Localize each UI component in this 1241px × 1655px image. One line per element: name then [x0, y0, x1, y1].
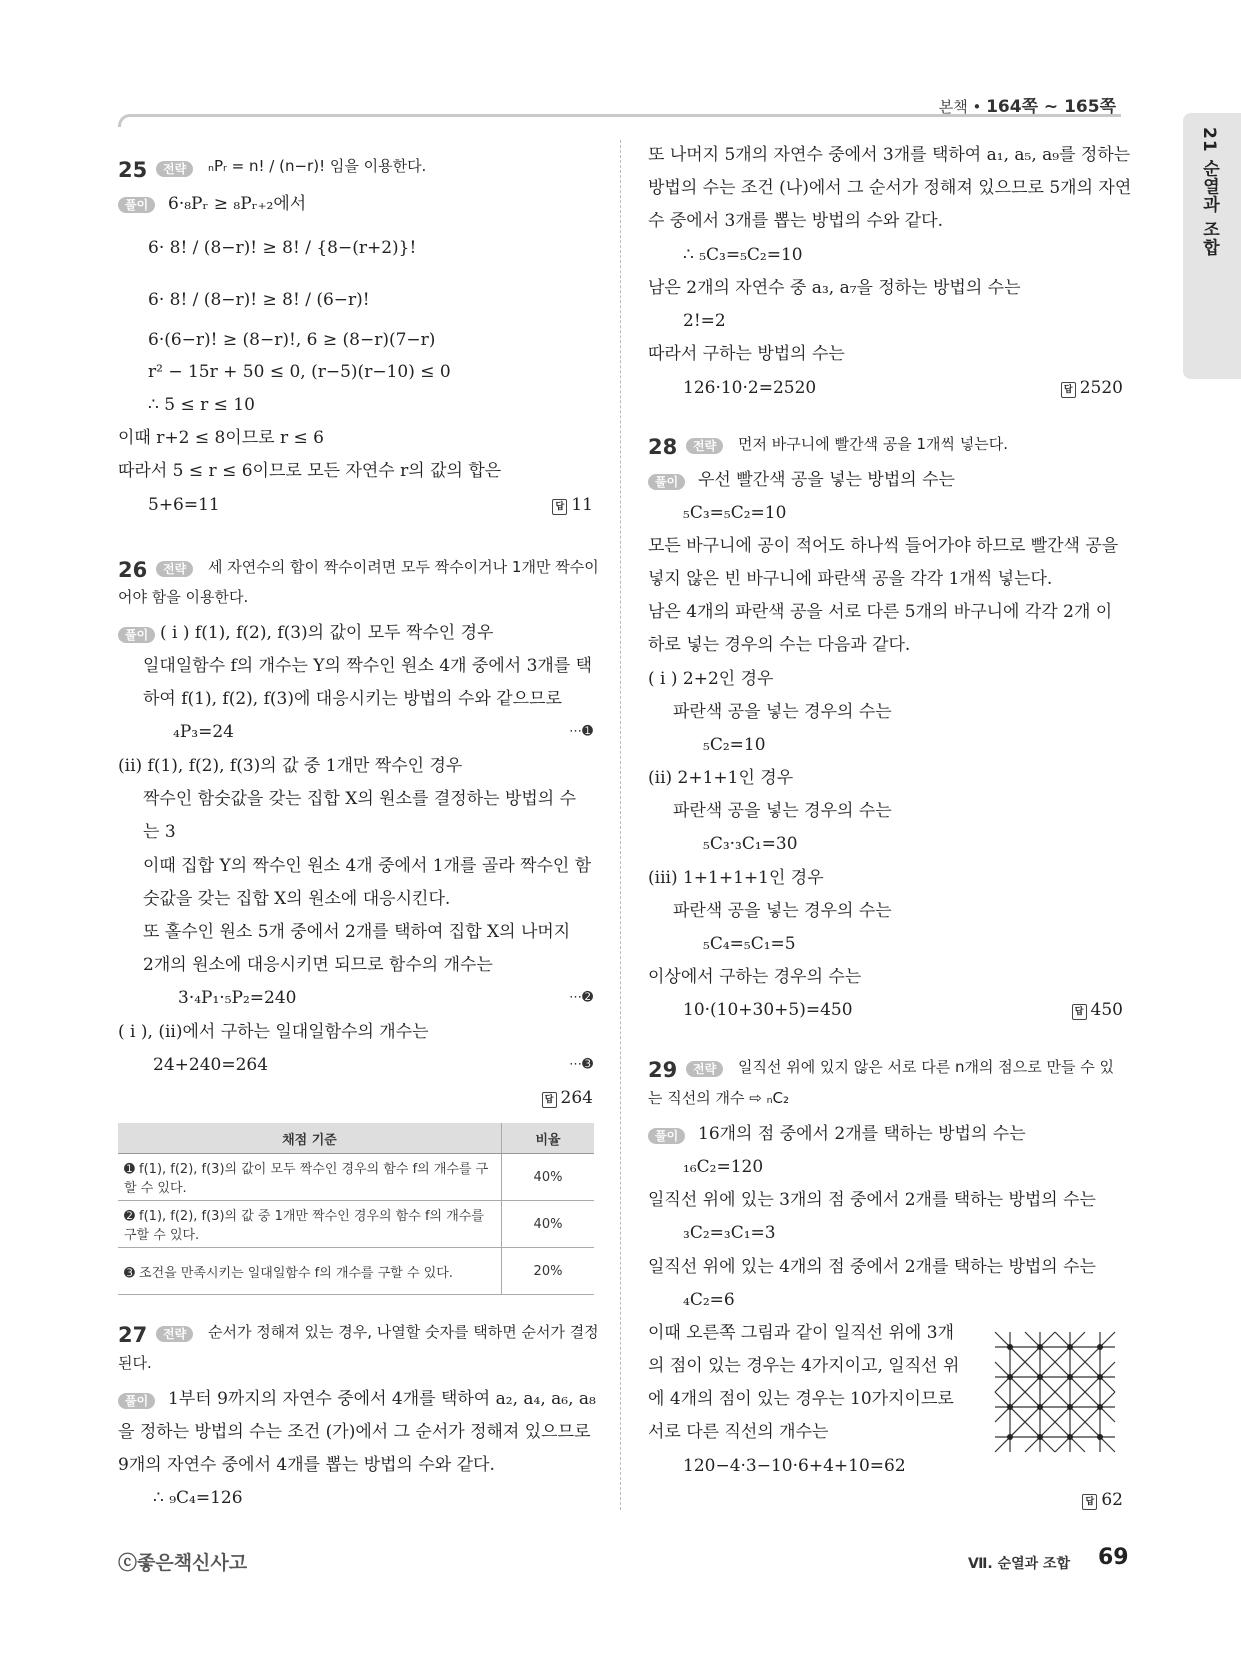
text-line: ₁₆C₂=120	[683, 1157, 764, 1177]
text-line: ∴ ₉C₄=126	[153, 1488, 243, 1508]
text-line: 16개의 점 중에서 2개를 택하는 방법의 수는	[698, 1124, 1026, 1144]
grading-header-ratio: 비율	[502, 1123, 595, 1154]
text-line: 또 홀수인 원소 5개 중에서 2개를 택하여 집합 X의 나머지	[143, 922, 571, 942]
section-tag: 전략	[156, 561, 193, 577]
text-line: ₄P₃=24	[173, 722, 234, 742]
text-line: ₅C₄=₅C₁=5	[703, 934, 796, 954]
problem-number: 29	[648, 1058, 678, 1082]
step-marker: ⋯➊	[569, 724, 593, 739]
answer-value: 450	[1090, 1000, 1123, 1020]
problem-number: 26	[118, 558, 148, 582]
answer-value: 62	[1101, 1490, 1123, 1510]
tag-wrapper	[118, 196, 155, 216]
text-line: 따라서 5 ≤ r ≤ 6이므로 모든 자연수 r의 값의 합은	[118, 461, 502, 481]
text-line: 는 3	[143, 822, 176, 842]
text-line: 숫값을 갖는 집합 X의 원소에 대응시킨다.	[143, 889, 451, 909]
answer-icon: 답	[542, 1092, 557, 1108]
text-line: 또 나머지 5개의 자연수 중에서 3개를 택하여 a₁, a₅, a₉를 정하는	[648, 145, 1131, 165]
problem-number: 25	[118, 158, 148, 182]
page-reference: 본책 • 164쪽 ~ 165쪽	[938, 97, 1116, 117]
text-line: ₄C₂=6	[683, 1290, 735, 1310]
text-line: 방법의 수는 조건 (나)에서 그 순서가 정해져 있으므로 5개의 자연	[648, 178, 1132, 198]
tag-wrapper	[648, 473, 685, 493]
text-line: 10·(10+30+5)=450	[683, 1000, 853, 1020]
text-line: 이때 r+2 ≤ 8이므로 r ≤ 6	[118, 428, 324, 448]
text-line: 수 중에서 3개를 뽑는 방법의 수와 같다.	[648, 211, 943, 231]
text-line: 의 점이 있는 경우는 4가지이고, 일직선 위	[648, 1356, 960, 1376]
answer-icon: 답	[1072, 1004, 1087, 1020]
text-line: 세 자연수의 합이 짝수이려면 모두 짝수이거나 1개만 짝수이	[208, 558, 599, 576]
right-column	[648, 0, 1132, 1540]
text-line: 에 4개의 점이 있는 경우는 10가지이므로	[648, 1389, 954, 1409]
text-line: 이때 집합 Y의 짝수인 원소 4개 중에서 1개를 골라 짝수인 함	[143, 856, 592, 876]
text-line: ∴ ₅C₃=₅C₂=10	[683, 245, 803, 265]
grid-points-figure	[985, 1322, 1125, 1462]
text-line: 하로 넣는 경우의 수는 다음과 같다.	[648, 635, 911, 655]
text-line: 따라서 구하는 방법의 수는	[648, 344, 845, 364]
tag-wrapper	[156, 560, 193, 580]
text-line: (ii) f(1), f(2), f(3)의 값 중 1개만 짝수인 경우	[118, 756, 463, 776]
section-tag: 풀이	[118, 627, 155, 643]
text-line: 일직선 위에 있는 3개의 점 중에서 2개를 택하는 방법의 수는	[648, 1190, 1096, 1210]
answer-box	[1061, 378, 1123, 398]
section-tag: 풀이	[648, 474, 685, 490]
chapter-side-tab: 21 순열과 조합	[1183, 113, 1241, 379]
text-line: 모든 바구니에 공이 적어도 하나씩 들어가야 하므로 빨간색 공을	[648, 536, 1119, 556]
column-divider	[620, 140, 621, 1510]
section-tag: 전략	[156, 1326, 193, 1342]
text-line: ( i ), (ii)에서 구하는 일대일함수의 개수는	[118, 1022, 429, 1042]
text-line: 파란색 공을 넣는 경우의 수는	[673, 702, 892, 722]
tag-wrapper	[686, 437, 723, 457]
section-tag: 풀이	[118, 197, 155, 213]
answer-value: 2520	[1079, 378, 1123, 398]
text-line: 이상에서 구하는 경우의 수는	[648, 967, 862, 987]
step-marker: ⋯➌	[569, 1057, 593, 1072]
text-line: ( i ) f(1), f(2), f(3)의 값이 모두 짝수인 경우	[160, 623, 494, 643]
table-row	[118, 1248, 594, 1295]
table-row	[118, 1154, 594, 1201]
text-line: 짝수인 함숫값을 갖는 집합 X의 원소를 결정하는 방법의 수	[143, 789, 577, 809]
text-line: ₅C₃·₃C₁=30	[703, 834, 798, 854]
text-line: 일대일함수 f의 개수는 Y의 짝수인 원소 4개 중에서 3개를 택	[143, 656, 593, 676]
text-line: 일직선 위에 있지 않은 서로 다른 n개의 점으로 만들 수 있	[738, 1058, 1114, 1076]
problem-number: 27	[118, 1323, 148, 1347]
answer-icon: 답	[1082, 1494, 1097, 1510]
answer-value: 264	[560, 1088, 593, 1108]
answer-box	[1082, 1490, 1123, 1510]
text-line: 파란색 공을 넣는 경우의 수는	[673, 901, 892, 921]
text-line: 일직선 위에 있는 4개의 점 중에서 2개를 택하는 방법의 수는	[648, 1257, 1096, 1277]
criteria-cell: ➋ f(1), f(2), f(3)의 값 중 1개만 짝수인 경우의 함수 f의 개수를 구할 수 있다.	[118, 1201, 502, 1248]
text-line: 6·₈Pᵣ ≥ ₈Pᵣ₊₂에서	[168, 194, 307, 214]
text-line: 는 직선의 개수 ⇨ ₙC₂	[648, 1089, 790, 1107]
tag-wrapper	[686, 1060, 723, 1080]
text-line: 이때 오른쪽 그림과 같이 일직선 위에 3개	[648, 1323, 954, 1343]
criteria-cell: ➌ 조건을 만족시키는 일대일함수 f의 개수를 구할 수 있다.	[118, 1248, 502, 1295]
answer-value: 11	[571, 495, 593, 515]
text-line: 6· 8! / (8−r)! ≥ 8! / {8−(r+2)}!	[148, 238, 417, 258]
tag-wrapper	[118, 1392, 155, 1412]
text-line: 남은 2개의 자연수 중 a₃, a₇을 정하는 방법의 수는	[648, 278, 1021, 298]
tag-wrapper	[118, 626, 155, 646]
text-line: 9개의 자연수 중에서 4개를 뽑는 방법의 수와 같다.	[118, 1455, 495, 1475]
step-marker: ⋯➋	[569, 990, 593, 1005]
answer-box	[552, 495, 593, 515]
table-row	[118, 1201, 594, 1248]
text-line: 5+6=11	[148, 495, 220, 515]
left-column	[118, 0, 599, 1540]
text-line: r² − 15r + 50 ≤ 0, (r−5)(r−10) ≤ 0	[148, 362, 451, 382]
section-tag: 전략	[156, 161, 193, 177]
text-line: 2!=2	[683, 311, 726, 331]
ratio-cell: 20%	[502, 1248, 595, 1295]
answer-icon: 답	[1061, 382, 1076, 398]
text-line: 넣지 않은 빈 바구니에 파란색 공을 각각 1개씩 넣는다.	[648, 569, 1053, 589]
section-tag: 전략	[686, 438, 723, 454]
chapter-title: Ⅶ. 순열과 조합	[968, 1556, 1071, 1572]
text-line: ₅C₂=10	[703, 735, 766, 755]
text-line: 120−4·3−10·6+4+10=62	[683, 1456, 906, 1476]
text-line: 2개의 원소에 대응시키면 되므로 함수의 개수는	[143, 955, 493, 975]
text-line: 24+240=264	[153, 1055, 269, 1075]
text-line: 파란색 공을 넣는 경우의 수는	[673, 801, 892, 821]
text-line: 남은 4개의 파란색 공을 서로 다른 5개의 바구니에 각각 2개 이	[648, 602, 1113, 622]
text-line: 6· 8! / (8−r)! ≥ 8! / (6−r)!	[148, 290, 370, 310]
problem-number: 28	[648, 435, 678, 459]
text-line: 먼저 바구니에 빨간색 공을 1개씩 넣는다.	[738, 435, 1008, 453]
page-number: 69	[1098, 1545, 1129, 1570]
ratio-cell: 40%	[502, 1201, 595, 1248]
text-line: 우선 빨간색 공을 넣는 방법의 수는	[698, 470, 955, 490]
answer-icon: 답	[552, 499, 567, 515]
answer-box	[542, 1088, 593, 1108]
section-tag: 풀이	[118, 1393, 155, 1409]
text-line: 1부터 9까지의 자연수 중에서 4개를 택하여 a₂, a₄, a₆, a₈	[168, 1389, 596, 1409]
text-line: ₃C₂=₃C₁=3	[683, 1223, 776, 1243]
text-line: 어야 함을 이용한다.	[118, 588, 249, 606]
criteria-cell: ➊ f(1), f(2), f(3)의 값이 모두 짝수인 경우의 함수 f의 개수를 구할 수 있다.	[118, 1154, 502, 1201]
text-line: (iii) 1+1+1+1인 경우	[648, 868, 824, 888]
text-line: 된다.	[118, 1354, 152, 1372]
tag-wrapper	[156, 160, 193, 180]
text-line: ∴ 5 ≤ r ≤ 10	[148, 395, 255, 415]
ratio-cell: 40%	[502, 1154, 595, 1201]
text-line: 순서가 정해져 있는 경우, 나열할 숫자를 택하면 순서가 결정	[208, 1323, 599, 1341]
tag-wrapper	[156, 1325, 193, 1345]
text-line: 을 정하는 방법의 수는 조건 (가)에서 그 순서가 정해져 있으므로	[118, 1422, 591, 1442]
text-line: ( i ) 2+2인 경우	[648, 669, 774, 689]
section-tag: 전략	[686, 1061, 723, 1077]
tag-wrapper	[648, 1127, 685, 1147]
text-line: 하여 f(1), f(2), f(3)에 대응시키는 방법의 수와 같으므로	[143, 689, 562, 709]
grading-table	[118, 1123, 594, 1295]
text-line: 6·(6−r)! ≥ (8−r)!, 6 ≥ (8−r)(7−r)	[148, 330, 436, 350]
text-line: 서로 다른 직선의 개수는	[648, 1422, 829, 1442]
section-tag: 풀이	[648, 1128, 685, 1144]
answer-box	[1072, 1000, 1123, 1020]
text-line: 3·₄P₁·₅P₂=240	[178, 988, 297, 1008]
text-line: 126·10·2=2520	[683, 378, 817, 398]
text-line: (ii) 2+1+1인 경우	[648, 768, 794, 788]
grading-header-criteria: 채점 기준	[118, 1123, 502, 1154]
text-line: ₅C₃=₅C₂=10	[683, 503, 787, 523]
text-line: ₙPᵣ = n! / (n−r)! 임을 이용한다.	[208, 157, 427, 175]
publisher-logo: ⓒ좋은책신사고	[118, 1552, 248, 1574]
